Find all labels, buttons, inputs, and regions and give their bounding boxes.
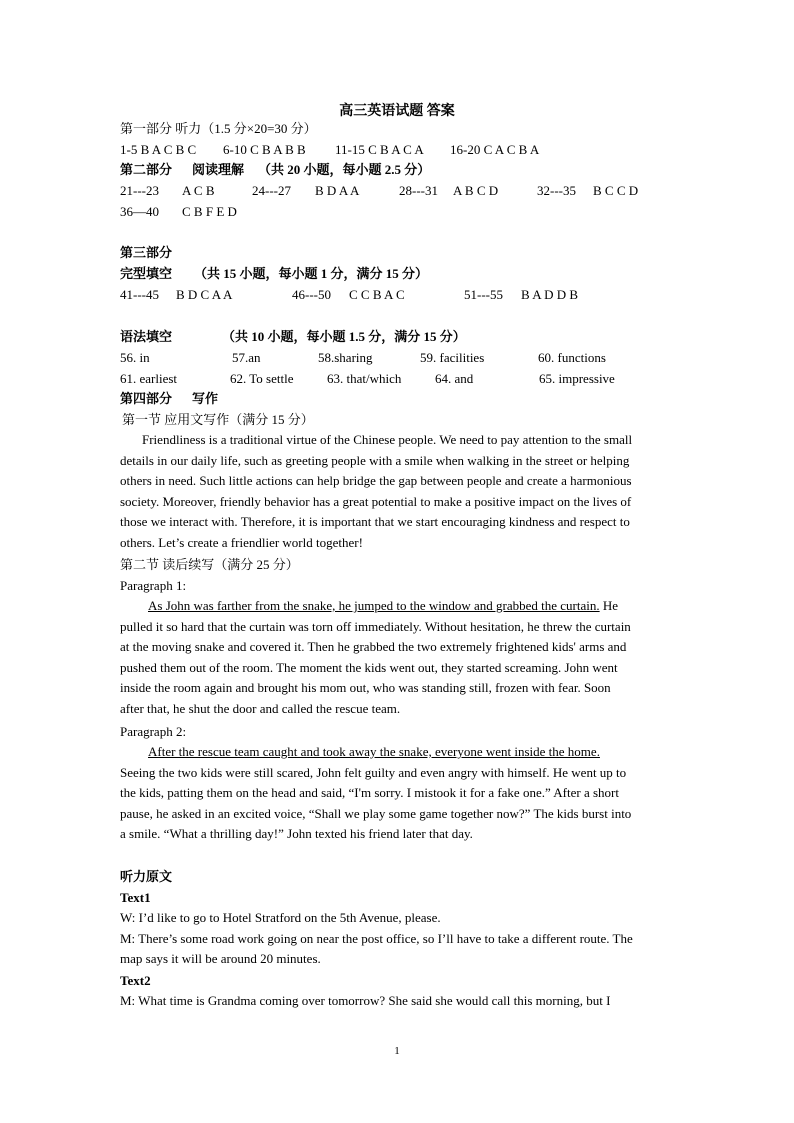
grammar-answer: 56. in — [120, 350, 150, 365]
grammar-answer: 57.an — [232, 350, 261, 365]
part1-answers — [120, 142, 539, 158]
cloze-heading-line — [120, 266, 428, 282]
cloze-keys: B A D D B — [521, 287, 579, 302]
transcript-line: M: What time is Grandma coming over tomorrow? She said she would call this morning, but I — [120, 993, 611, 1008]
part1-answer-16-20: 16-20 C A C B A — [450, 142, 540, 157]
essay-line: those we interact with. Therefore, it is important that we start encouraging kindness and respect to — [120, 514, 630, 530]
part2-keys: B D A A — [315, 183, 360, 198]
cloze-label: 完型填空 — [120, 266, 173, 281]
part2-range: 21---23 — [120, 183, 159, 198]
grammar-scoring: （共 10 小题，每小题 1.5 分，满分 15 分） — [222, 329, 466, 344]
part4-heading: 第四部分 — [120, 391, 173, 406]
cloze-scoring: （共 15 小题，每小题 1 分，满分 15 分） — [194, 266, 429, 281]
listening-heading: 听力原文 — [120, 869, 173, 884]
cloze-range: 46---50 — [292, 287, 331, 302]
essay-line: others in need. Such little actions can help bridge the gap between people and create a harmonious — [120, 473, 632, 489]
essay-line: society. Moreover, friendly behavior has a great potential to make a positive impact on the lives of — [120, 493, 632, 509]
part2-subheading: 阅读理解 — [192, 162, 245, 177]
section1-essay — [120, 430, 676, 554]
text2-label: Text2 — [120, 973, 151, 988]
transcript-line: W: I’d like to go to Hotel Stratford on the 5th Avenue, please. — [120, 910, 441, 925]
story-line: pulled it so hard that the curtain was torn off immediately. Without hesitation, he threw the curtain — [120, 618, 631, 634]
part3-heading: 第三部分 — [120, 245, 173, 260]
story-line: inside the room again and brought his mom out, who was standing still, frozen with fear. Soon — [120, 680, 611, 696]
grammar-answer: 60. functions — [538, 350, 606, 365]
part2-heading-line — [120, 162, 430, 178]
paragraph1-first-rest: He — [599, 598, 619, 613]
grammar-answer: 63. that/which — [327, 371, 402, 386]
story-line: after that, he shut the door and called the rescue team. — [120, 700, 401, 716]
cloze-keys: C C B A C — [349, 287, 405, 302]
part2-range: 36—40 — [120, 204, 159, 219]
story-line: pause, he asked in an excited voice, “Shall we play some game together now?” The kids burst into — [120, 805, 632, 821]
grammar-answer: 61. earliest — [120, 371, 178, 386]
transcript-line: map says it will be around 20 minutes. — [120, 951, 321, 967]
story-line: the kids, patting them on the head and said, “I'm sorry. I mistook it for a fake one.” After a short — [120, 785, 619, 801]
text1-transcript — [120, 908, 676, 970]
essay-line: details in our daily life, such as greeting people with a smile when walking in the street or helping — [120, 452, 630, 468]
paragraph2-prompt: After the rescue team caught and took away the snake, everyone went inside the home. — [148, 744, 600, 759]
part4-subheading: 写作 — [192, 391, 219, 406]
cloze-range: 41---45 — [120, 287, 159, 302]
part1-answer-1-5: 1-5 B A C B C — [120, 142, 197, 157]
paragraph2 — [120, 742, 676, 845]
part2-range: 28---31 — [399, 183, 438, 198]
page-number: 1 — [394, 1045, 400, 1057]
essay-line: others. Let’s create a friendlier world together! — [120, 534, 363, 550]
part2-range: 32---35 — [537, 183, 576, 198]
paragraph1-label: Paragraph 1: — [120, 578, 187, 593]
part2-scoring: （共 20 小题，每小题 2.5 分） — [258, 162, 431, 177]
part2-heading: 第二部分 — [120, 162, 173, 177]
part2-range: 24---27 — [252, 183, 291, 198]
grammar-answer: 65. impressive — [539, 371, 615, 386]
grammar-label: 语法填空 — [120, 329, 173, 344]
paragraph2-label: Paragraph 2: — [120, 724, 187, 739]
part1-answer-6-10: 6-10 C B A B B — [223, 142, 306, 157]
story-line: at the moving snake and covered it. Then he grabbed the two extremely frightened kids' arms and — [120, 639, 627, 655]
part2-answers-row1 — [120, 183, 638, 199]
story-line: a smile. “What a thrilling day!” John texted his friend later that day. — [120, 826, 473, 842]
story-line: Seeing the two kids were still scared, John felt guilty and even angry with himself. He went up to — [120, 764, 627, 780]
cloze-keys: B D C A A — [176, 287, 233, 302]
part2-keys: C B F E D — [182, 204, 237, 219]
page-title: 高三英语试题 答案 — [339, 104, 455, 119]
grammar-answer: 58.sharing — [318, 350, 373, 365]
part2-keys: A B C D — [453, 183, 499, 198]
paragraph2-first-line — [120, 742, 676, 763]
part1-answer-11-15: 11-15 C B A C A — [335, 142, 424, 157]
text1-label: Text1 — [120, 890, 151, 905]
grammar-answers-row1 — [120, 350, 606, 366]
essay-line: Friendliness is a traditional virtue of the Chinese people. We need to pay attention to the small — [142, 432, 633, 447]
section1-heading: 第一节 应用文写作（满分 15 分） — [122, 412, 314, 427]
part2-keys: A C B — [182, 183, 215, 198]
part1-heading: 第一部分 听力（1.5 分×20=30 分） — [120, 121, 317, 136]
grammar-answer: 64. and — [435, 371, 474, 386]
grammar-answers-row2 — [120, 371, 615, 387]
grammar-answer: 59. facilities — [420, 350, 485, 365]
part4-heading-line — [120, 391, 218, 407]
paragraph1-prompt: As John was farther from the snake, he jumped to the window and grabbed the curtain. — [148, 598, 600, 613]
part2-answers-row2 — [120, 204, 237, 220]
transcript-line: M: There’s some road work going on near the post office, so I’ll have to take a different route. The — [120, 930, 633, 946]
section2-heading: 第二节 读后续写（满分 25 分） — [120, 557, 299, 572]
paragraph1 — [120, 596, 676, 720]
cloze-answers — [120, 287, 578, 303]
grammar-answer: 62. To settle — [230, 371, 294, 386]
story-line: pushed them out of the room. The moment the kids went out, they started screaming. John went — [120, 659, 618, 675]
text2-transcript — [120, 991, 676, 1012]
paragraph1-first-line — [120, 596, 676, 617]
grammar-heading-line — [120, 329, 466, 345]
cloze-range: 51---55 — [464, 287, 503, 302]
part2-keys: B C C D — [593, 183, 639, 198]
